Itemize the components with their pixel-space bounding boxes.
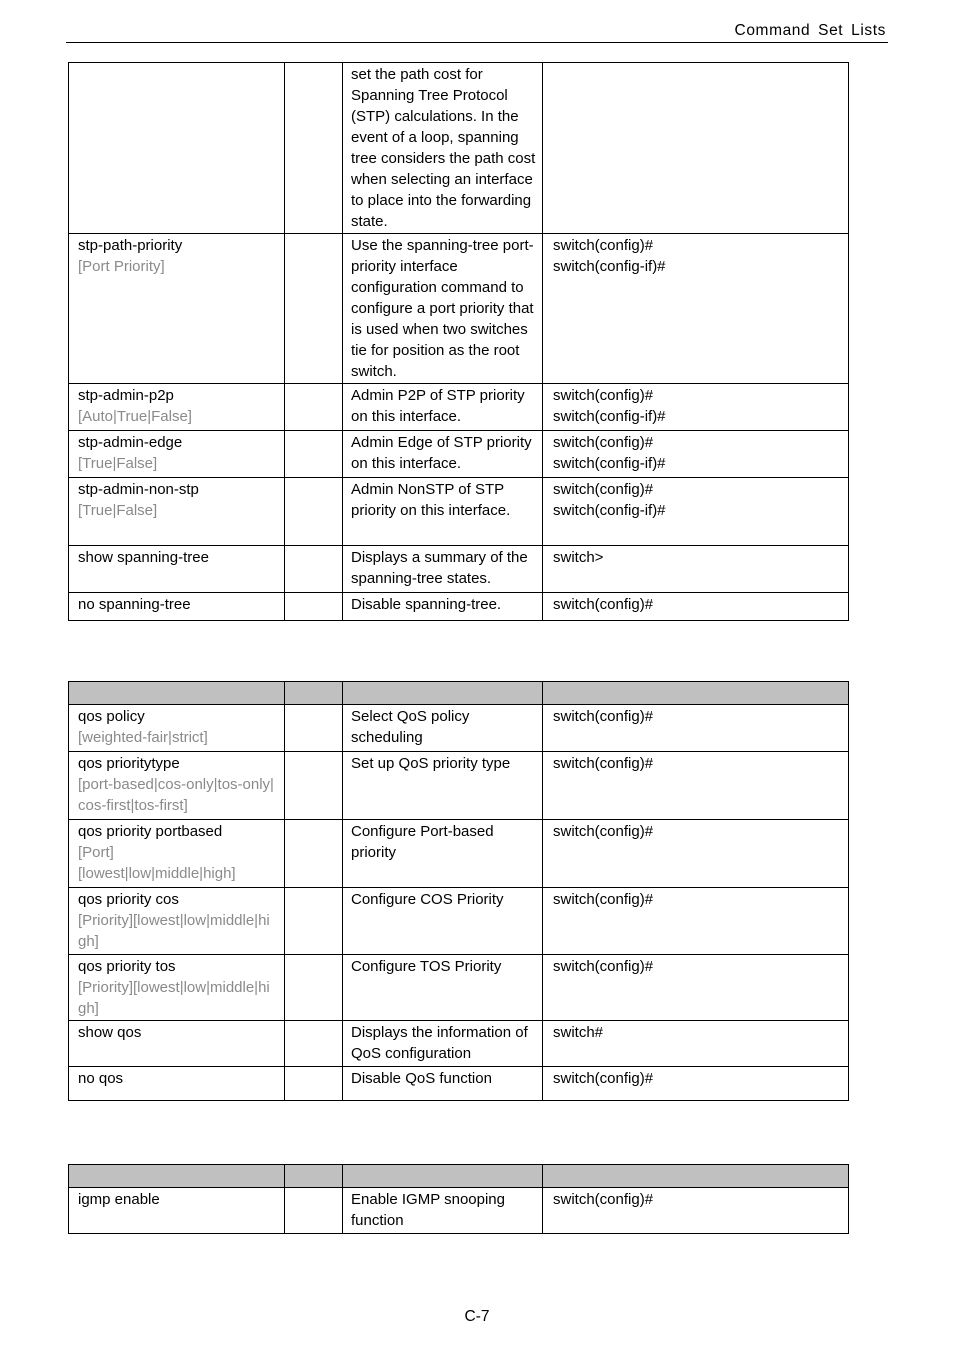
command-cell <box>69 705 285 752</box>
description-cell: Admin P2P of STP priority on this interface. <box>343 384 543 431</box>
level-cell <box>285 1067 343 1101</box>
table-row <box>69 1067 849 1101</box>
mode-cell: switch> <box>543 546 849 593</box>
igmp-command-table <box>68 1164 849 1234</box>
command-name: show qos <box>78 1024 142 1041</box>
command-cell <box>69 63 285 234</box>
header-cell <box>69 1165 285 1188</box>
command-name: qos priority portbased <box>78 823 223 840</box>
command-cell <box>69 593 285 621</box>
page-header-title: Command Set Lists <box>734 22 886 39</box>
command-name: qos priority tos <box>78 958 176 975</box>
command-param: [Auto|True|False] <box>78 408 192 425</box>
command-name: igmp enable <box>78 1191 160 1208</box>
level-cell <box>285 705 343 752</box>
command-name: stp-admin-edge <box>78 434 183 451</box>
command-cell <box>69 1021 285 1067</box>
command-name: stp-admin-p2p <box>78 387 174 404</box>
header-cell <box>343 682 543 705</box>
mode-cell: switch(config)# <box>543 955 849 1021</box>
table-row <box>69 546 849 593</box>
description-cell: Configure Port-based priority <box>343 820 543 888</box>
mode-cell: switch(config)# switch(config-if)# <box>543 234 849 384</box>
description-cell: Admin Edge of STP priority on this interface. <box>343 431 543 478</box>
command-name: no qos <box>78 1070 124 1087</box>
description-cell: set the path cost for Spanning Tree Protocol (STP) calculations. In the event of a loop, spanning tree considers the path cost when selecting an interface to place into the forwarding state. <box>343 63 543 234</box>
qos-command-table <box>68 681 849 1101</box>
command-cell <box>69 752 285 820</box>
command-cell <box>69 955 285 1021</box>
level-cell <box>285 63 343 234</box>
page-number: C-7 <box>464 1308 490 1325</box>
description-cell: Use the spanning-tree port-priority interface configuration command to configure a port priority that is used when two switches tie for position as the root switch. <box>343 234 543 384</box>
level-cell <box>285 888 343 955</box>
command-cell <box>69 431 285 478</box>
command-cell <box>69 1067 285 1101</box>
command-param: [Port] [lowest|low|middle|high] <box>78 844 236 882</box>
table-row <box>69 955 849 1021</box>
level-cell <box>285 478 343 546</box>
header-divider <box>66 42 888 43</box>
table-row <box>69 234 849 384</box>
table-row <box>69 478 849 546</box>
description-cell: Select QoS policy scheduling <box>343 705 543 752</box>
table-header-row <box>69 1165 849 1188</box>
command-param: [Port Priority] <box>78 258 165 275</box>
table-row <box>69 1021 849 1067</box>
command-name: no spanning-tree <box>78 596 191 613</box>
command-param: [Priority][lowest|low|middle|high] <box>78 979 270 1017</box>
stp-command-table <box>68 62 849 621</box>
header-cell <box>69 682 285 705</box>
table-row <box>69 384 849 431</box>
header-cell <box>343 1165 543 1188</box>
level-cell <box>285 752 343 820</box>
mode-cell: switch(config)# <box>543 752 849 820</box>
description-cell: Admin NonSTP of STP priority on this interface. <box>343 478 543 546</box>
description-cell: Disable spanning-tree. <box>343 593 543 621</box>
description-cell: Configure TOS Priority <box>343 955 543 1021</box>
command-name: qos prioritytype <box>78 755 180 772</box>
command-param: [True|False] <box>78 455 158 472</box>
command-name: stp-path-priority <box>78 237 183 254</box>
table-row <box>69 888 849 955</box>
description-cell: Disable QoS function <box>343 1067 543 1101</box>
level-cell <box>285 820 343 888</box>
level-cell <box>285 955 343 1021</box>
level-cell <box>285 431 343 478</box>
header-cell <box>285 682 343 705</box>
mode-cell: switch(config)# switch(config-if)# <box>543 431 849 478</box>
command-cell <box>69 1188 285 1234</box>
mode-cell: switch(config)# switch(config-if)# <box>543 478 849 546</box>
level-cell <box>285 234 343 384</box>
mode-cell: switch(config)# <box>543 705 849 752</box>
command-param: [port-based|cos-only|tos-only|cos-first|tos-first] <box>78 776 274 814</box>
mode-cell: switch(config)# <box>543 820 849 888</box>
table-row <box>69 63 849 234</box>
mode-cell <box>543 63 849 234</box>
mode-cell: switch# <box>543 1021 849 1067</box>
mode-cell: switch(config)# <box>543 1067 849 1101</box>
table-header-row <box>69 682 849 705</box>
command-cell <box>69 478 285 546</box>
command-param: [True|False] <box>78 502 158 519</box>
command-name: qos priority cos <box>78 891 179 908</box>
command-param: [weighted-fair|strict] <box>78 729 208 746</box>
description-cell: Enable IGMP snooping function <box>343 1188 543 1234</box>
header-cell <box>285 1165 343 1188</box>
command-cell <box>69 234 285 384</box>
level-cell <box>285 1188 343 1234</box>
command-cell <box>69 384 285 431</box>
mode-cell: switch(config)# switch(config-if)# <box>543 384 849 431</box>
command-name: qos policy <box>78 708 145 725</box>
mode-cell: switch(config)# <box>543 1188 849 1234</box>
command-cell <box>69 820 285 888</box>
description-cell: Displays the information of QoS configuration <box>343 1021 543 1067</box>
level-cell <box>285 593 343 621</box>
description-cell: Set up QoS priority type <box>343 752 543 820</box>
mode-cell: switch(config)# <box>543 593 849 621</box>
header-cell <box>543 1165 849 1188</box>
command-cell <box>69 546 285 593</box>
level-cell <box>285 1021 343 1067</box>
description-cell: Displays a summary of the spanning-tree states. <box>343 546 543 593</box>
mode-cell: switch(config)# <box>543 888 849 955</box>
level-cell <box>285 546 343 593</box>
table-row <box>69 705 849 752</box>
command-param: [Priority][lowest|low|middle|high] <box>78 912 270 950</box>
command-cell <box>69 888 285 955</box>
header-cell <box>543 682 849 705</box>
table-row <box>69 820 849 888</box>
table-row <box>69 752 849 820</box>
level-cell <box>285 384 343 431</box>
table-row <box>69 431 849 478</box>
command-name: stp-admin-non-stp <box>78 481 199 498</box>
table-row <box>69 593 849 621</box>
table-row <box>69 1188 849 1234</box>
command-name: show spanning-tree <box>78 549 209 566</box>
description-cell: Configure COS Priority <box>343 888 543 955</box>
